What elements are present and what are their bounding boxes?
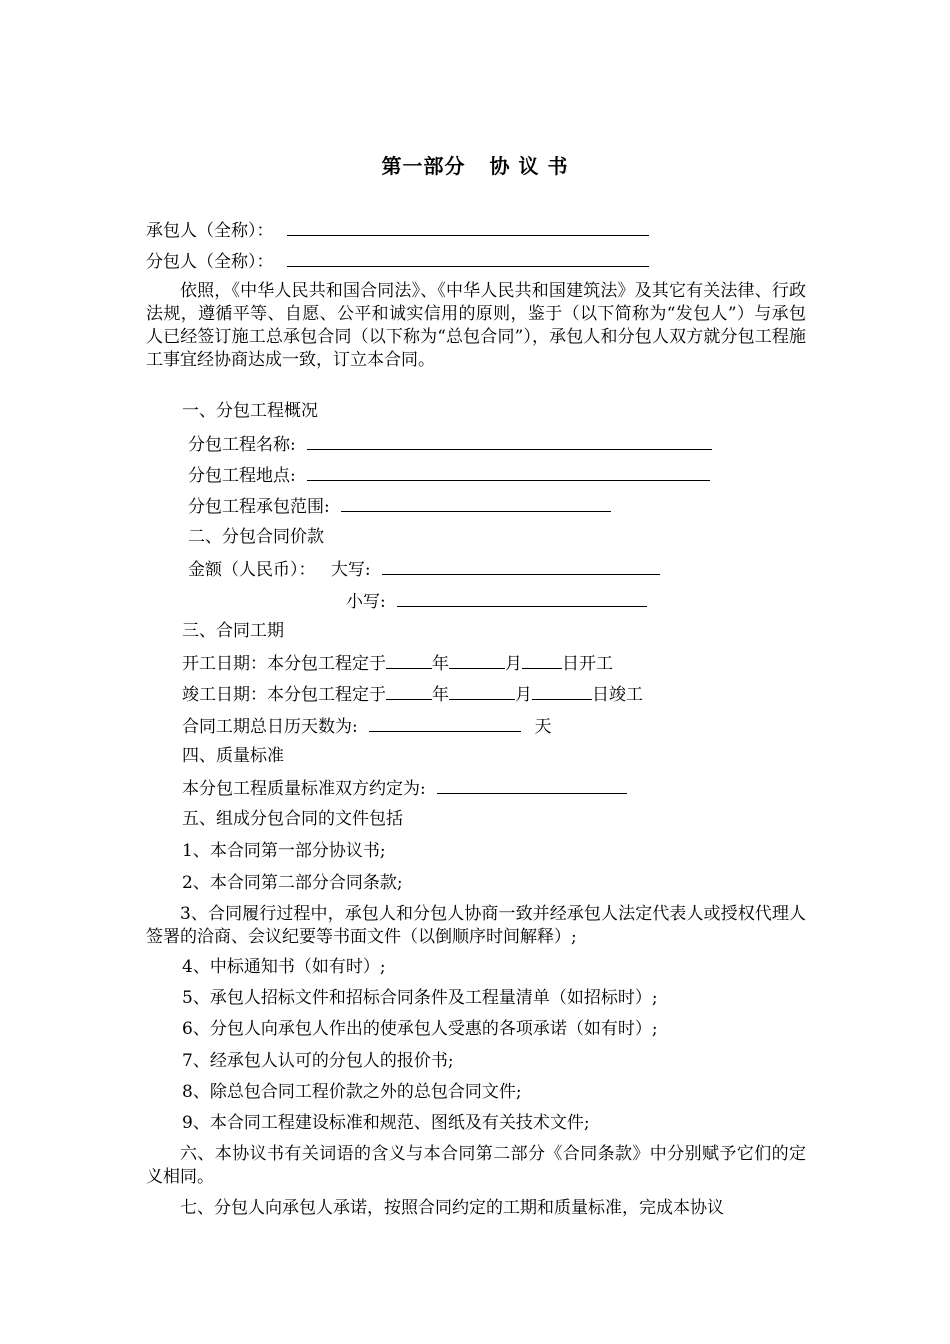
- section-5-heading: 五、组成分包合同的文件包括: [182, 809, 403, 829]
- end-date-row: [182, 682, 643, 706]
- document-item: 1、本合同第一部分协议书;: [182, 841, 386, 861]
- section-1-heading: 一、分包工程概况: [182, 401, 318, 421]
- contractor-label: 承包人（全称）：: [146, 221, 274, 241]
- quality-standard-label: 本分包工程质量标准双方约定为:: [182, 779, 426, 799]
- project-scope-field[interactable]: [341, 494, 611, 512]
- total-days-row: [182, 714, 552, 738]
- total-days-label: 合同工期总日历天数为:: [182, 717, 358, 737]
- document-item: 8、除总包合同工程价款之外的总包合同文件;: [182, 1082, 522, 1102]
- end-year-field[interactable]: [386, 682, 432, 700]
- amount-upper-field[interactable]: [382, 557, 660, 575]
- section-3-heading: 三、合同工期: [182, 621, 284, 641]
- start-year-field[interactable]: [386, 651, 432, 669]
- start-month-field[interactable]: [449, 651, 505, 669]
- document-item: 6、分包人向承包人作出的使承包人受惠的各项承诺（如有时）;: [182, 1019, 658, 1039]
- document-item: 4、中标通知书（如有时）;: [182, 957, 386, 977]
- section-7-paragraph: 七、分包人向承包人承诺，按照合同约定的工期和质量标准，完成本协议: [180, 1198, 724, 1218]
- amount-lower-field[interactable]: [397, 589, 647, 607]
- intro-paragraph: 依照，《中华人民共和国合同法》、《中华人民共和国建筑法》及其它有关法律、行政法规，遵循平等、自愿、公平和诚实信用的原则，鉴于（以下简称为“发包人”）与承包人已经签订施工总承包合同（以下称为“总包合同”），承包人和分包人双方就分包工程施工事宜经协商达成一致，订立本合同。: [146, 281, 806, 370]
- end-year-label: 年: [432, 685, 449, 705]
- start-date-prefix: 开工日期：本分包工程定于: [182, 654, 386, 674]
- section-4-heading: 四、质量标准: [182, 746, 284, 766]
- project-location-label: 分包工程地点:: [188, 466, 296, 486]
- contractor-row: [146, 218, 649, 242]
- section-2-heading: 二、分包合同价款: [188, 527, 324, 547]
- title-name: 协 议 书: [489, 154, 569, 178]
- title-part: 第一部分: [381, 154, 466, 178]
- end-month-field[interactable]: [449, 682, 515, 700]
- start-date-row: [182, 651, 613, 675]
- document-item: 2、本合同第二部分合同条款;: [182, 873, 403, 893]
- subcontractor-label: 分包人（全称）：: [146, 252, 274, 272]
- project-name-row: [188, 432, 712, 456]
- amount-label: 金额（人民币）：: [188, 560, 316, 580]
- total-days-unit: 天: [534, 717, 552, 737]
- project-location-row: [188, 463, 710, 487]
- amount-upper-label: 大写:: [330, 560, 371, 580]
- project-name-field[interactable]: [307, 432, 712, 450]
- document-item: 7、经承包人认可的分包人的报价书;: [182, 1051, 454, 1071]
- document-item: 3、合同履行过程中，承包人和分包人协商一致并经承包人法定代表人或授权代理人签署的洽商、会议纪要等书面文件（以倒顺序时间解释）;: [146, 904, 806, 947]
- amount-upper-row: [188, 557, 660, 581]
- project-name-label: 分包工程名称:: [188, 435, 296, 455]
- amount-lower-row: [346, 589, 647, 613]
- end-date-prefix: 竣工日期：本分包工程定于: [182, 685, 386, 705]
- contractor-field[interactable]: [287, 218, 649, 236]
- project-location-field[interactable]: [307, 463, 710, 481]
- end-month-label: 月: [515, 685, 532, 705]
- end-day-field[interactable]: [532, 682, 592, 700]
- document-item: 5、承包人招标文件和招标合同条件及工程量清单（如招标时）;: [182, 988, 658, 1008]
- document-item: 9、本合同工程建设标准和规范、图纸及有关技术文件;: [182, 1113, 590, 1133]
- start-year-label: 年: [432, 654, 449, 674]
- subcontractor-row: [146, 249, 649, 273]
- start-date-suffix: 日开工: [562, 654, 613, 674]
- project-scope-label: 分包工程承包范围:: [188, 497, 330, 517]
- page-title: [0, 150, 950, 179]
- start-month-label: 月: [505, 654, 522, 674]
- total-days-field[interactable]: [369, 714, 521, 732]
- end-date-suffix: 日竣工: [592, 685, 643, 705]
- project-scope-row: [188, 494, 611, 518]
- start-day-field[interactable]: [522, 651, 562, 669]
- section-6-paragraph: 六、本协议书有关词语的含义与本合同第二部分《合同条款》中分别赋予它们的定义相同。: [146, 1144, 806, 1187]
- amount-lower-label: 小写:: [346, 592, 386, 612]
- subcontractor-field[interactable]: [287, 249, 649, 267]
- quality-standard-row: [182, 776, 627, 800]
- quality-standard-field[interactable]: [437, 776, 627, 794]
